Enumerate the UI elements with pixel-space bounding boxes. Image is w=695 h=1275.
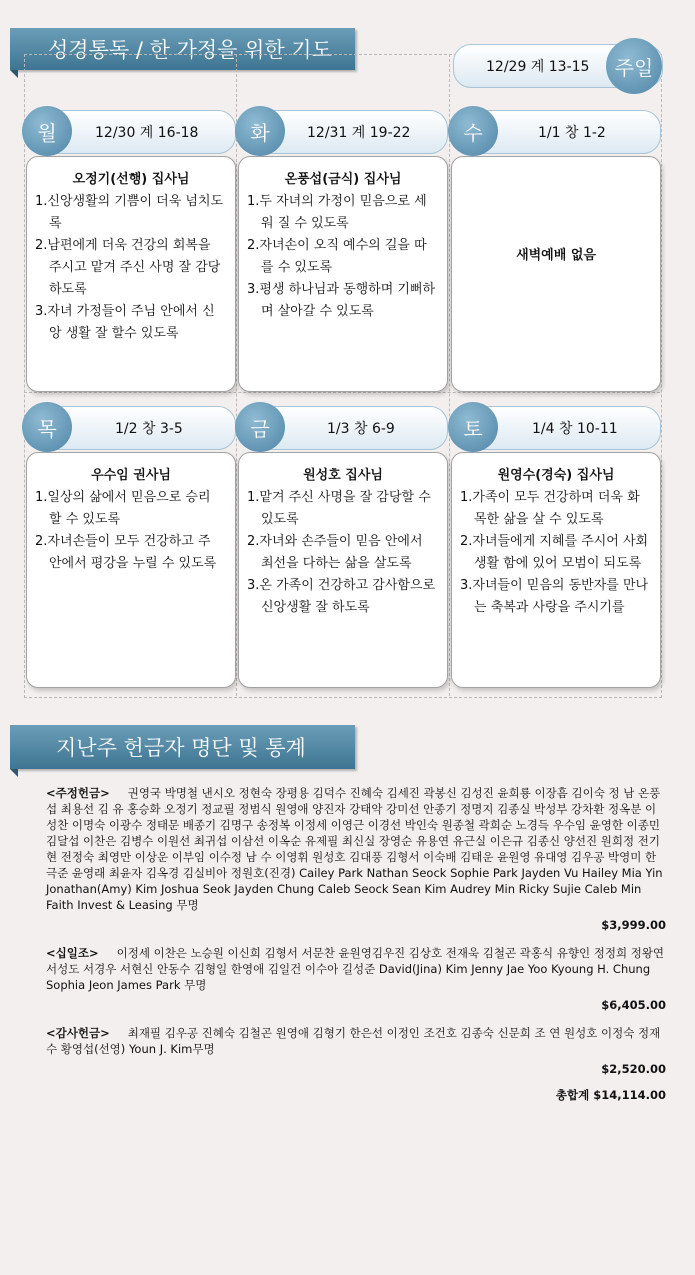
offering-label: <주정헌금> xyxy=(46,786,110,800)
day-label: 금 xyxy=(250,416,270,441)
prayer-card-thursday xyxy=(26,452,236,688)
offering-names: 이정세 이찬은 노승원 이신희 김형서 서문찬 윤원영김우진 김상호 전재욱 김철곤 곽홍식 유향인 정정희 정왕연 서성도 서경우 서현신 안동수 김형일 한영애 김일건 이수아 길성준 David(Jina) Kim Jenny Jae Yoo Kyoung H. Chung Sophia Jeon James Park 무명 xyxy=(46,946,665,992)
sunday-label: 주일 xyxy=(614,55,654,80)
offering-amount: $2,520.00 xyxy=(601,1062,666,1076)
prayer-item: 1.신앙생활의 기쁨이 더욱 넘치도록 xyxy=(35,194,224,231)
family-name: 원영수(경숙) 집사님 xyxy=(497,468,615,483)
prayer-item: 3.자녀들이 믿음의 동반자를 만나는 축복과 사랑을 주시기를 xyxy=(460,578,649,615)
prayer-item: 2.자녀손이 오직 예수의 길을 따를 수 있도록 xyxy=(247,238,427,275)
day-badge-thursday xyxy=(22,402,72,452)
day-badge-wednesday xyxy=(448,106,498,156)
prayer-item: 1.가족이 모두 건강하며 더욱 화목한 삶을 살 수 있도록 xyxy=(460,490,640,527)
prayer-card-tuesday xyxy=(238,156,448,392)
day-label: 수 xyxy=(463,120,483,145)
banner-fold xyxy=(10,769,18,777)
offering-names: 권영국 박명철 낸시오 정현숙 장평용 김덕수 진혜숙 김세진 곽봉신 김성진 윤희룡 이장흠 김이숙 정 남 온풍섭 최용선 김 유 홍승화 오정기 정교필 정범식 원영애 양진자 강태악 강미선 안종기 정명지 김종실 박성부 강차환 정옥분 이성찬 이명숙 이광수 정태문 배종기 김명구 송정복 이정세 이영근 이경선 박인숙 원종철 곽희순 노경득 우수임 윤영한 이종민 김달섭 이찬은 김병수 이원선 최귀섭 이삼선 이옥순 유제필 최신실 장영순 유용연 유근실 이은규 김종신 양선진 원희정 전기현 전정숙 최영만 이상운 이부임 이수정 남 수 이영휘 원성호 김대풍 김형서 이숙배 김태운 윤원영 유대영 김우공 박영미 한극준 윤영래 최윤자 김옥경 김실비아 정원호(진경) Cailey Park Nathan Seock Sophie Park Jayden Vu Hailey Mia Yin Jonathan(Amy) Kim Joshua Seok Jayden Chung Caleb Seock Sean Kim Audrey Min Ricky Sujie Caleb Min Faith Invest & Leasing 무명 xyxy=(46,786,663,912)
day-badge-tuesday xyxy=(235,106,285,156)
offering-label: <십일조> xyxy=(46,946,99,960)
offering-list xyxy=(46,785,666,1103)
family-name: 우수임 권사님 xyxy=(91,468,171,483)
reading-tuesday: 12/31 계 19-22 xyxy=(307,125,411,141)
prayer-item: 2.자녀와 손주들이 믿음 안에서 최선을 다하는 삶을 살도록 xyxy=(247,534,423,571)
prayer-item: 2.남편에게 더욱 건강의 회복을 주시고 맡겨 주신 사명 잘 감당하도록 xyxy=(35,238,221,297)
prayer-item: 2.자녀손들이 모두 건강하고 주 안에서 평강을 누릴 수 있도록 xyxy=(35,534,217,571)
no-service-note: 새벽예배 없음 xyxy=(516,248,596,263)
family-name: 원성호 집사님 xyxy=(303,468,383,483)
day-label: 월 xyxy=(37,120,57,145)
sunday-badge xyxy=(606,38,662,94)
day-label: 토 xyxy=(463,416,483,441)
prayer-item: 3.평생 하나님과 동행하며 기뻐하며 살아갈 수 있도록 xyxy=(247,282,436,319)
reading-wednesday: 1/1 창 1-2 xyxy=(538,125,606,141)
day-badge-monday xyxy=(22,106,72,156)
calendar-dashed-divider-1 xyxy=(24,392,660,393)
offering-grand-total: 총합계 $14,114.00 xyxy=(555,1088,666,1102)
prayer-card-friday xyxy=(238,452,448,688)
prayer-item: 1.두 자녀의 가정이 믿음으로 세워 질 수 있도록 xyxy=(247,194,427,231)
reading-saturday: 1/4 창 10-11 xyxy=(532,421,618,437)
day-badge-friday xyxy=(235,402,285,452)
offering-amount: $6,405.00 xyxy=(601,998,666,1012)
section-title: 지난주 헌금자 명단 및 통계 xyxy=(56,736,306,760)
prayer-item: 3.온 가족이 건강하고 감사함으로 신앙생활 잘 하도록 xyxy=(247,578,436,615)
prayer-card-monday xyxy=(26,156,236,392)
reading-thursday: 1/2 창 3-5 xyxy=(115,421,183,437)
sunday-reading: 12/29 계 13-15 xyxy=(486,59,590,75)
family-name: 온풍섭(금식) 집사님 xyxy=(284,172,402,187)
day-label: 화 xyxy=(250,120,270,145)
section-title: 성경통독 / 한 가정을 위한 기도 xyxy=(48,38,332,62)
offering-names-sunday xyxy=(46,785,666,913)
offering-names-thanksgiving xyxy=(46,1025,666,1057)
section-banner-offerings xyxy=(10,725,355,769)
offering-amount: $3,999.00 xyxy=(601,918,666,932)
offering-names: 최재필 김우공 진혜숙 김철곤 원영애 김형기 한은선 이정인 조건호 김종숙 신문희 조 연 원성호 이정숙 정재수 황영섭(선영) Youn J. Kim무명 xyxy=(46,1026,661,1056)
prayer-item: 3.자녀 가정들이 주님 안에서 신앙 생활 잘 할수 있도록 xyxy=(35,304,215,341)
day-badge-saturday xyxy=(448,402,498,452)
prayer-item: 1.일상의 삶에서 믿음으로 승리 할 수 있도록 xyxy=(35,490,211,527)
prayer-card-saturday xyxy=(451,452,661,688)
offering-label: <감사헌금> xyxy=(46,1026,110,1040)
family-name: 오정기(선행) 집사님 xyxy=(72,172,190,187)
reading-monday: 12/30 계 16-18 xyxy=(95,125,199,141)
reading-friday: 1/3 창 6-9 xyxy=(327,421,395,437)
prayer-item: 1.맡겨 주신 사명을 잘 감당할 수 있도록 xyxy=(247,490,431,527)
prayer-item: 2.자녀들에게 지혜를 주시어 사회생활 함에 있어 모범이 되도록 xyxy=(460,534,649,571)
banner-fold xyxy=(10,70,18,78)
calendar-dashed-divider-2 xyxy=(236,54,237,696)
calendar-dashed-divider-3 xyxy=(449,54,450,696)
offering-names-tithe xyxy=(46,945,666,993)
prayer-card-wednesday xyxy=(451,156,661,392)
day-label: 목 xyxy=(37,416,57,441)
